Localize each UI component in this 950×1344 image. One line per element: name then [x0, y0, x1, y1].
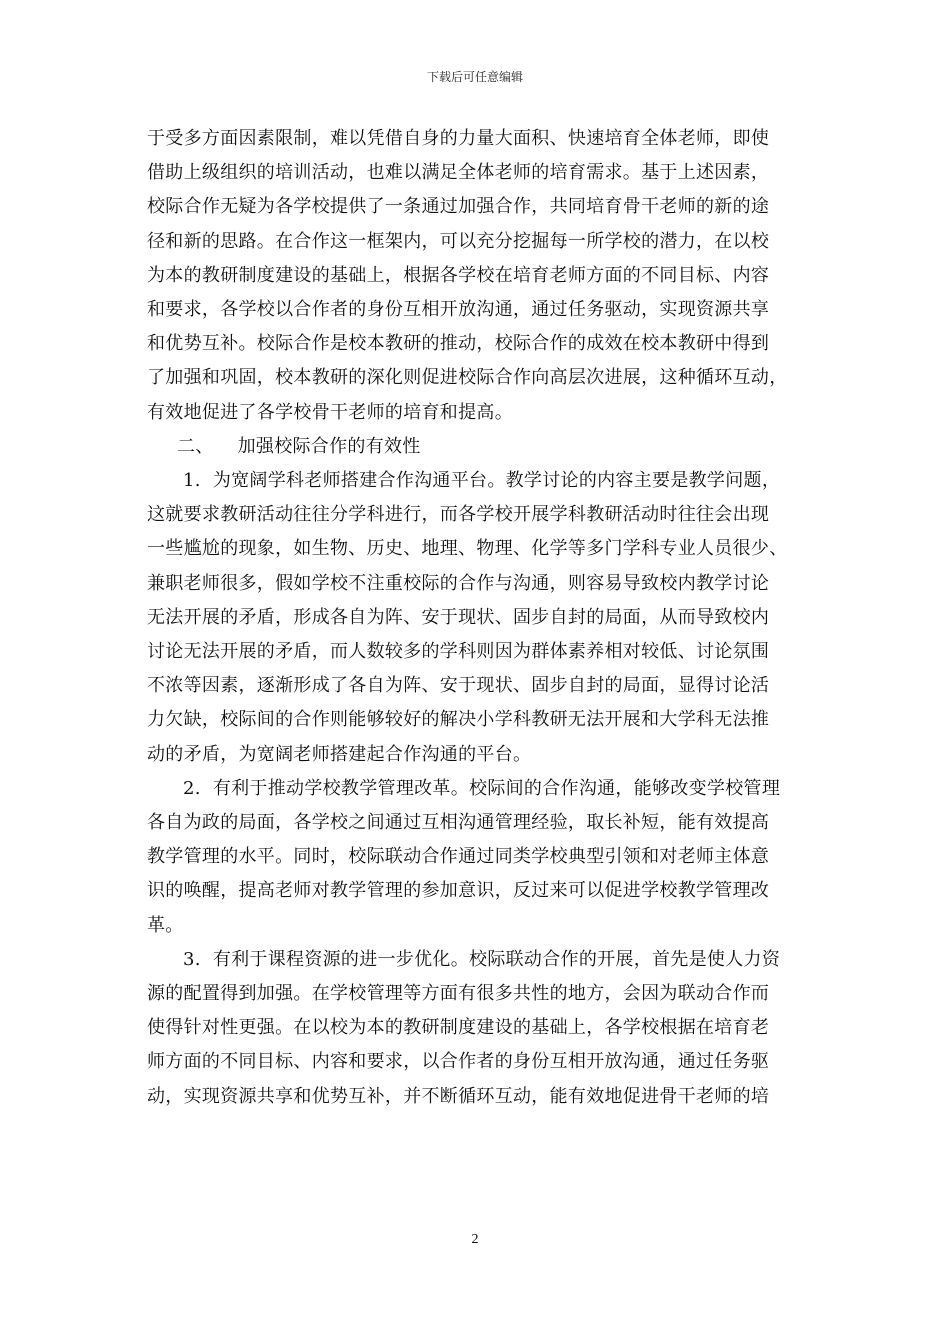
page-header-note: 下载后可任意编辑	[426, 70, 523, 84]
item-2-paragraph	[147, 772, 807, 943]
paragraph-line: 动，实现资源共享和优势互补，并不断循环互动，能有效地促进骨干老师的培	[147, 1085, 770, 1107]
paragraph-line: 各自为政的局面，各学校之间通过互相沟通管理经验，取长补短，能有效提高	[147, 812, 770, 834]
paragraph-line: 为本的教研制度建设的基础上，根据各学校在培育老师方面的不同目标、内容	[147, 264, 770, 286]
paragraph-line: 有利于推动学校教学管理改革。校际间的合作沟通，能够改变学校管理	[212, 777, 781, 799]
section-heading	[147, 430, 807, 464]
paragraph-line: 于受多方面因素限制，难以凭借自身的力量大面积、快速培育全体老师，即使	[147, 128, 770, 149]
paragraph-line: 力欠缺，校际间的合作则能够较好的解决小学科教研无法开展和大学科无法推	[147, 709, 770, 731]
paragraph-line: 有效地促进了各学校骨干老师的培育和提高。	[147, 401, 513, 423]
paragraph-line: 师方面的不同目标、内容和要求，以合作者的身份互相开放沟通，通过任务驱	[147, 1051, 770, 1073]
paragraph-line: 和优势互补。校际合作是校本教研的推动，校际合作的成效在校本教研中得到	[147, 333, 770, 355]
section-title: 加强校际合作的有效性	[237, 435, 421, 457]
paragraph-line: 一些尴尬的现象，如生物、历史、地理、物理、化学等多门学科专业人员很少、	[147, 538, 788, 560]
paragraph-line: 识的唤醒，提高老师对教学管理的参加意识，反过来可以促进学校教学管理改	[147, 880, 770, 902]
paragraph-line: 兼职老师很多，假如学校不注重校际的合作与沟通，则容易导致校内教学讨论	[147, 572, 770, 594]
item-number: 2.	[183, 777, 201, 799]
section-number: 二、	[177, 435, 214, 457]
paragraph-line: 借助上级组织的培训活动，也难以满足全体老师的培育需求。基于上述因素，	[147, 162, 770, 184]
item-number: 1.	[183, 470, 201, 492]
paragraph-line: 为宽阔学科老师搭建合作沟通平台。教学讨论的内容主要是教学问题，	[212, 470, 781, 492]
paragraph-line: 了加强和巩固，校本教研的深化则促进校际合作向高层次进展，这种循环互动，	[147, 367, 788, 389]
item-1-paragraph	[147, 464, 807, 772]
page-number: 2	[471, 1232, 479, 1247]
paragraph-line: 和要求，各学校以合作者的身份互相开放沟通，通过任务驱动，实现资源共享	[147, 299, 770, 321]
paragraph-line: 不浓等因素，逐渐形成了各自为阵、安于现状、固步自封的局面，显得讨论活	[147, 675, 770, 697]
paragraph-line: 革。	[147, 914, 184, 936]
paragraph-line: 动的矛盾，为宽阔老师搭建起合作沟通的平台。	[147, 743, 532, 765]
body-text	[147, 122, 807, 1114]
paragraph-line: 源的配置得到加强。在学校管理等方面有很多共性的地方，会因为联动合作而	[147, 983, 770, 1005]
paragraph-line: 使得针对性更强。在以校为本的教研制度建设的基础上，各学校根据在培育老	[147, 1017, 770, 1039]
intro-paragraph	[147, 122, 807, 430]
item-3-paragraph	[147, 943, 807, 1114]
paragraph-line: 有利于课程资源的进一步优化。校际联动合作的开展，首先是使人力资	[212, 948, 781, 970]
paragraph-line: 讨论无法开展的矛盾，而人数较多的学科则因为群体素养相对较低、讨论氛围	[147, 641, 770, 663]
item-number: 3.	[183, 948, 201, 970]
paragraph-line: 径和新的思路。在合作这一框架内，可以充分挖掘每一所学校的潜力，在以校	[147, 230, 770, 252]
paragraph-line: 无法开展的矛盾，形成各自为阵、安于现状、固步自封的局面，从而导致校内	[147, 606, 770, 628]
paragraph-line: 教学管理的水平。同时，校际联动合作通过同类学校典型引领和对老师主体意	[147, 846, 770, 868]
paragraph-line: 校际合作无疑为各学校提供了一条通过加强合作，共同培育骨干老师的新的途	[147, 196, 770, 218]
paragraph-line: 这就要求教研活动往往分学科进行，而各学校开展学科教研活动时往往会出现	[147, 504, 770, 526]
